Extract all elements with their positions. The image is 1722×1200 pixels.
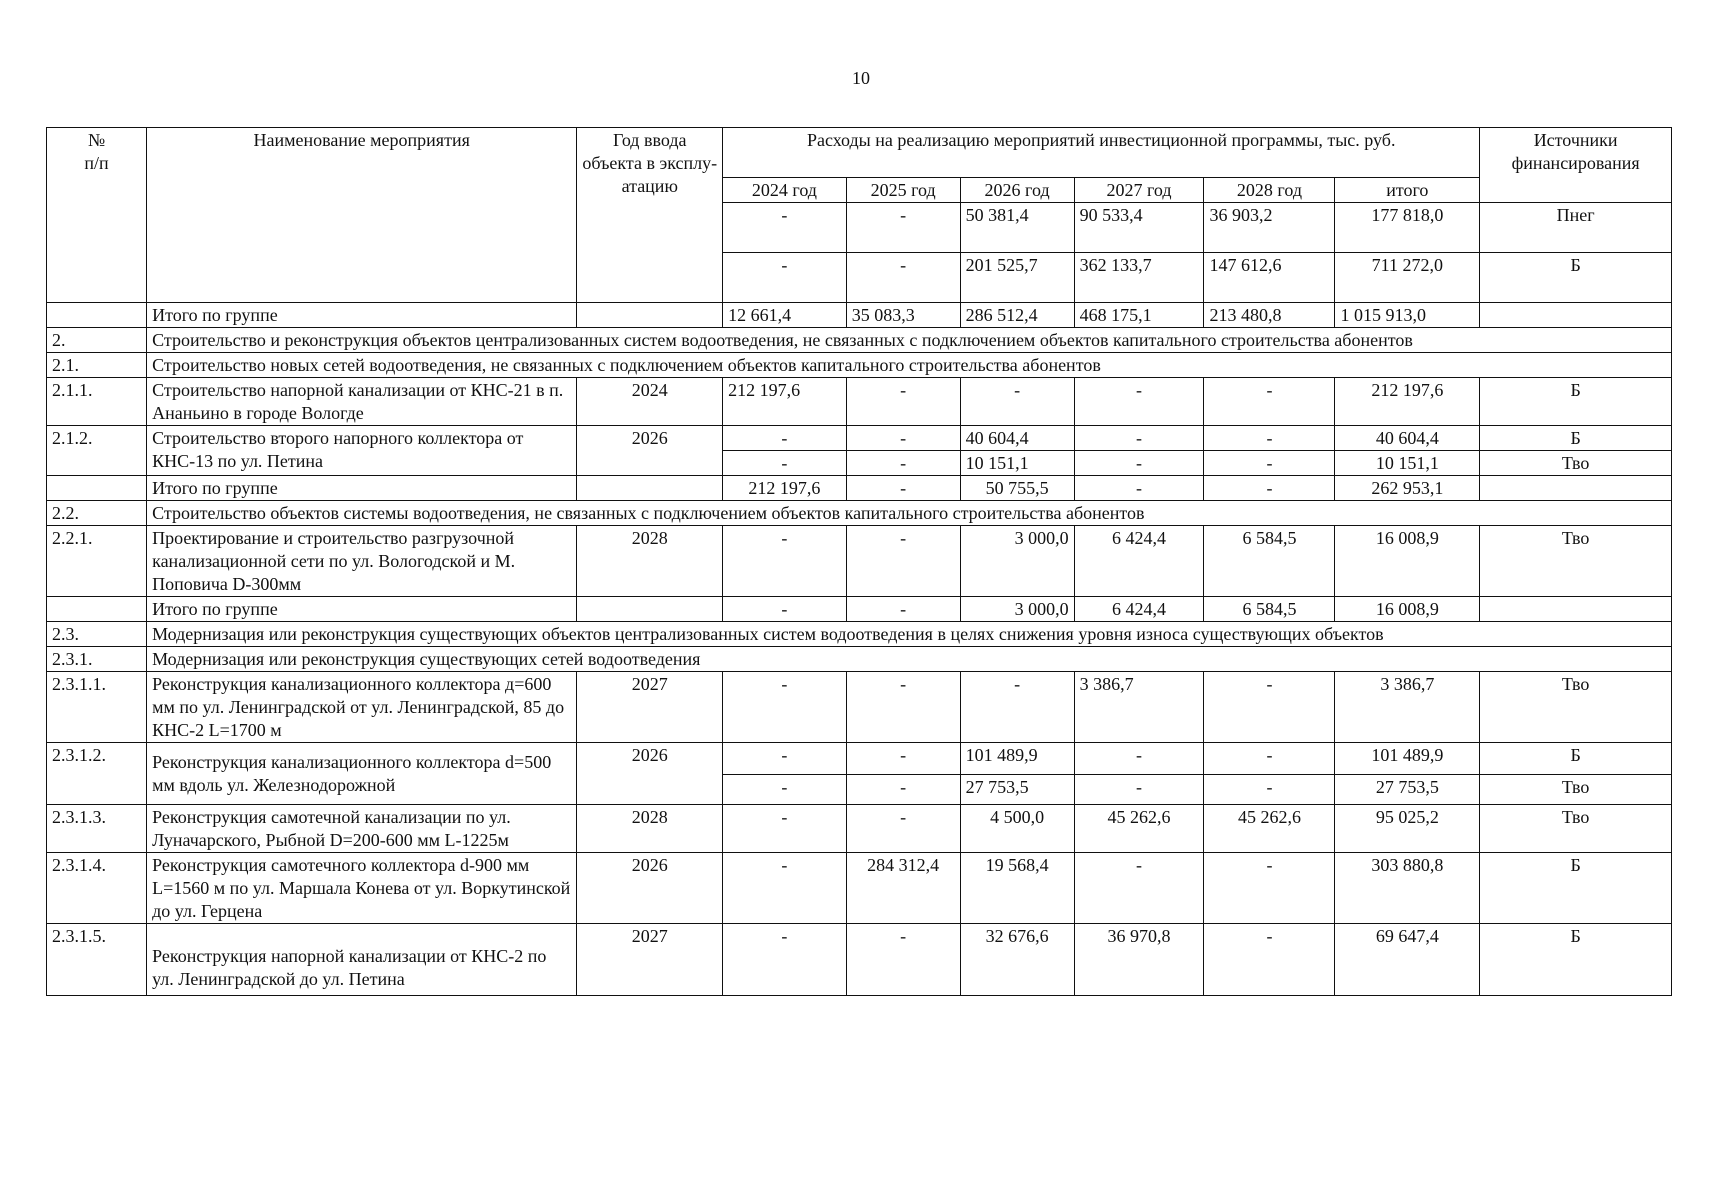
cell: 6 424,4 xyxy=(1074,526,1204,597)
section-title: Модернизация или реконструкция существующих объектов централизованных систем водоотведения в целях снижения уровня износа существующих объектов xyxy=(147,622,1672,647)
section-row xyxy=(47,501,1672,526)
cell: 32 676,6 xyxy=(960,924,1074,996)
cell: - xyxy=(1204,853,1335,924)
cell: - xyxy=(846,378,960,426)
section-num: 2.3. xyxy=(47,622,147,647)
header-year-2026: 2026 год xyxy=(960,178,1074,203)
cell: 50 381,4 xyxy=(960,203,1074,253)
cell: 45 262,6 xyxy=(1074,805,1204,853)
group-total-row xyxy=(47,303,1672,328)
cell: 212 197,6 xyxy=(723,476,847,501)
row-name: Реконструкция канализационного коллектора д=600 мм по ул. Ленинградской от ул. Ленинградской, 85 до КНС-2 L=1700 м xyxy=(147,672,577,743)
section-title: Строительство и реконструкция объектов централизованных систем водоотведения, не связанных с подключением объектов капитального строительства абонентов xyxy=(147,328,1672,353)
cell: 212 197,6 xyxy=(723,378,847,426)
cell: 10 151,1 xyxy=(1335,451,1480,476)
cell: Итого по группе xyxy=(147,597,577,622)
cell: 286 512,4 xyxy=(960,303,1074,328)
cell: - xyxy=(846,597,960,622)
cell: 177 818,0 xyxy=(1335,203,1480,253)
cell: - xyxy=(846,526,960,597)
cell: 213 480,8 xyxy=(1204,303,1335,328)
row-year: 2027 xyxy=(577,672,723,743)
cell: - xyxy=(1074,743,1204,775)
row-num: 2.3.1.3. xyxy=(47,805,147,853)
cell: - xyxy=(960,378,1074,426)
header-year-2024: 2024 год xyxy=(723,178,847,203)
cell: Пнег xyxy=(1480,203,1672,253)
cell: Итого по группе xyxy=(147,303,577,328)
cell: - xyxy=(846,743,960,775)
cell xyxy=(47,303,147,328)
row-name: Реконструкция самотечного коллектора d-900 мм L=1560 м по ул. Маршала Конева от ул. Воркутинской до ул. Герцена xyxy=(147,853,577,924)
section-num: 2. xyxy=(47,328,147,353)
cell xyxy=(47,476,147,501)
row-num: 2.2.1. xyxy=(47,526,147,597)
cell: - xyxy=(1074,775,1204,805)
section-row xyxy=(47,647,1672,672)
cell: Б xyxy=(1480,924,1672,996)
table-row xyxy=(47,924,1672,996)
cell: - xyxy=(846,203,960,253)
row-name: Строительство второго напорного коллектора от КНС-13 по ул. Петина xyxy=(147,426,577,476)
cell: - xyxy=(846,924,960,996)
row-year: 2028 xyxy=(577,805,723,853)
cell xyxy=(577,476,723,501)
cell: 95 025,2 xyxy=(1335,805,1480,853)
cell: 3 000,0 xyxy=(960,526,1074,597)
cell: Б xyxy=(1480,253,1672,303)
header-name: Наименование мероприятия xyxy=(147,128,577,303)
row-num: 2.3.1.4. xyxy=(47,853,147,924)
row-name: Проектирование и строительство разгрузочной канализационной сети по ул. Вологодской и М. Поповича D-300мм xyxy=(147,526,577,597)
row-year: 2024 xyxy=(577,378,723,426)
cell: - xyxy=(846,805,960,853)
cell: Б xyxy=(1480,853,1672,924)
cell: - xyxy=(846,672,960,743)
cell: - xyxy=(1204,476,1335,501)
cell: - xyxy=(723,203,847,253)
cell: 50 755,5 xyxy=(960,476,1074,501)
cell: - xyxy=(723,775,847,805)
cell: Б xyxy=(1480,378,1672,426)
cell: 362 133,7 xyxy=(1074,253,1204,303)
cell xyxy=(1480,476,1672,501)
investment-table xyxy=(46,127,1672,996)
table-row xyxy=(47,853,1672,924)
cell: 36 903,2 xyxy=(1204,203,1335,253)
cell: 35 083,3 xyxy=(846,303,960,328)
section-row xyxy=(47,353,1672,378)
cell: - xyxy=(960,672,1074,743)
cell: - xyxy=(846,775,960,805)
section-row xyxy=(47,622,1672,647)
cell: - xyxy=(723,451,847,476)
cell: - xyxy=(846,426,960,451)
cell: Тво xyxy=(1480,805,1672,853)
cell: 3 386,7 xyxy=(1074,672,1204,743)
header-year-2025: 2025 год xyxy=(846,178,960,203)
cell: 10 151,1 xyxy=(960,451,1074,476)
cell: 212 197,6 xyxy=(1335,378,1480,426)
row-year: 2026 xyxy=(577,743,723,805)
section-title: Строительство объектов системы водоотведения, не связанных с подключением объектов капитального строительства абонентов xyxy=(147,501,1672,526)
row-num: 2.1.1. xyxy=(47,378,147,426)
header-num: № п/п xyxy=(47,128,147,303)
cell: 6 584,5 xyxy=(1204,597,1335,622)
cell: 303 880,8 xyxy=(1335,853,1480,924)
cell: - xyxy=(1074,853,1204,924)
cell: Итого по группе xyxy=(147,476,577,501)
cell: Тво xyxy=(1480,775,1672,805)
table-row xyxy=(47,426,1672,451)
row-name: Строительство напорной канализации от КНС-21 в п. Ананьино в городе Вологде xyxy=(147,378,577,426)
cell: 711 272,0 xyxy=(1335,253,1480,303)
header-year: Год ввода объекта в эксплу-атацию xyxy=(577,128,723,303)
cell: Тво xyxy=(1480,672,1672,743)
section-title: Модернизация или реконструкция существующих сетей водоотведения xyxy=(147,647,1672,672)
cell: 40 604,4 xyxy=(1335,426,1480,451)
cell: 40 604,4 xyxy=(960,426,1074,451)
cell: - xyxy=(723,597,847,622)
cell: - xyxy=(723,426,847,451)
cell: - xyxy=(1074,451,1204,476)
group-total-row xyxy=(47,597,1672,622)
cell: 468 175,1 xyxy=(1074,303,1204,328)
cell: - xyxy=(846,253,960,303)
cell: - xyxy=(1074,378,1204,426)
header-row xyxy=(47,128,1672,178)
section-num: 2.3.1. xyxy=(47,647,147,672)
table-row xyxy=(47,526,1672,597)
cell: 27 753,5 xyxy=(960,775,1074,805)
cell xyxy=(1480,597,1672,622)
header-year-2028: 2028 год xyxy=(1204,178,1335,203)
table-row xyxy=(47,805,1672,853)
cell: - xyxy=(1074,426,1204,451)
cell: - xyxy=(1204,743,1335,775)
row-name: Реконструкция самотечной канализации по ул. Луначарского, Рыбной D=200-600 мм L-1225м xyxy=(147,805,577,853)
cell: 4 500,0 xyxy=(960,805,1074,853)
cell: 6 424,4 xyxy=(1074,597,1204,622)
cell: 101 489,9 xyxy=(960,743,1074,775)
section-title: Строительство новых сетей водоотведения, не связанных с подключением объектов капитального строительства абонентов xyxy=(147,353,1672,378)
header-total: итого xyxy=(1335,178,1480,203)
header-sources: Источники финансирования xyxy=(1480,128,1672,203)
cell: - xyxy=(1204,451,1335,476)
row-year: 2028 xyxy=(577,526,723,597)
cell: 101 489,9 xyxy=(1335,743,1480,775)
table-row xyxy=(47,743,1672,775)
cell: 284 312,4 xyxy=(846,853,960,924)
cell: - xyxy=(1204,426,1335,451)
table-row xyxy=(47,672,1672,743)
group-total-row xyxy=(47,476,1672,501)
cell: Б xyxy=(1480,426,1672,451)
cell: - xyxy=(723,805,847,853)
row-num: 2.1.2. xyxy=(47,426,147,476)
row-num: 2.3.1.5. xyxy=(47,924,147,996)
cell: 36 970,8 xyxy=(1074,924,1204,996)
cell: - xyxy=(846,476,960,501)
cell xyxy=(1480,303,1672,328)
page-number: 10 xyxy=(852,68,870,88)
cell: - xyxy=(1074,476,1204,501)
cell: - xyxy=(1204,775,1335,805)
cell: Тво xyxy=(1480,451,1672,476)
cell: Б xyxy=(1480,743,1672,775)
cell: - xyxy=(723,253,847,303)
cell: - xyxy=(723,672,847,743)
cell: 69 647,4 xyxy=(1335,924,1480,996)
cell: 3 000,0 xyxy=(960,597,1074,622)
cell xyxy=(577,597,723,622)
cell: 16 008,9 xyxy=(1335,597,1480,622)
cell: - xyxy=(723,743,847,775)
cell: 27 753,5 xyxy=(1335,775,1480,805)
row-num: 2.3.1.1. xyxy=(47,672,147,743)
header-costs: Расходы на реализацию мероприятий инвестиционной программы, тыс. руб. xyxy=(723,128,1480,178)
cell: 45 262,6 xyxy=(1204,805,1335,853)
row-name: Реконструкция напорной канализации от КНС-2 по ул. Ленинградской до ул. Петина xyxy=(147,924,577,996)
row-num: 2.3.1.2. xyxy=(47,743,147,805)
row-year: 2026 xyxy=(577,853,723,924)
cell: 16 008,9 xyxy=(1335,526,1480,597)
row-name: Реконструкция канализационного коллектора d=500 мм вдоль ул. Железнодорожной xyxy=(147,743,577,805)
cell: 6 584,5 xyxy=(1204,526,1335,597)
section-num: 2.2. xyxy=(47,501,147,526)
cell: - xyxy=(1204,924,1335,996)
cell: 3 386,7 xyxy=(1335,672,1480,743)
section-row xyxy=(47,328,1672,353)
cell: - xyxy=(723,924,847,996)
cell: 262 953,1 xyxy=(1335,476,1480,501)
cell: 1 015 913,0 xyxy=(1335,303,1480,328)
cell: 12 661,4 xyxy=(723,303,847,328)
cell: - xyxy=(1204,378,1335,426)
section-num: 2.1. xyxy=(47,353,147,378)
cell: 19 568,4 xyxy=(960,853,1074,924)
cell: 90 533,4 xyxy=(1074,203,1204,253)
cell: Тво xyxy=(1480,526,1672,597)
cell: - xyxy=(846,451,960,476)
row-year: 2027 xyxy=(577,924,723,996)
header-year-2027: 2027 год xyxy=(1074,178,1204,203)
cell: - xyxy=(1204,672,1335,743)
table-row xyxy=(47,378,1672,426)
cell xyxy=(47,597,147,622)
cell: - xyxy=(723,526,847,597)
cell xyxy=(577,303,723,328)
row-year: 2026 xyxy=(577,426,723,476)
cell: - xyxy=(723,853,847,924)
cell: 201 525,7 xyxy=(960,253,1074,303)
cell: 147 612,6 xyxy=(1204,253,1335,303)
